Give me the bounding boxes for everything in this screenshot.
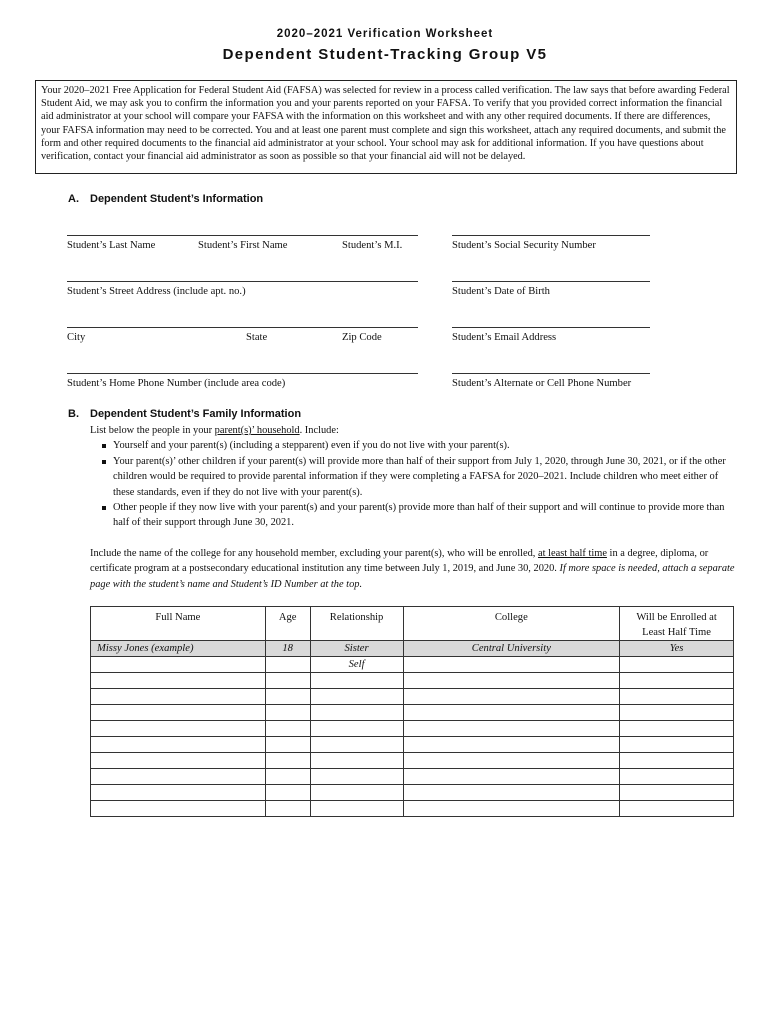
cell-name[interactable] (91, 689, 266, 705)
cell-enrolled[interactable] (620, 673, 734, 689)
cell-age[interactable] (265, 721, 310, 737)
cell-name[interactable] (91, 721, 266, 737)
cell-enrolled[interactable] (620, 785, 734, 801)
cell-relationship[interactable] (310, 753, 403, 769)
cell-name[interactable] (91, 673, 266, 689)
cell-enrolled[interactable] (620, 721, 734, 737)
cell-name[interactable] (91, 769, 266, 785)
section-b-letter: B. (68, 408, 79, 420)
form-title: Dependent Student-Tracking Group V5 (222, 46, 548, 63)
street-address-field-line[interactable] (67, 281, 418, 282)
table-header-row (91, 607, 734, 641)
cell-age[interactable] (265, 785, 310, 801)
name-field-line[interactable] (67, 235, 418, 236)
cell-enrolled[interactable] (620, 737, 734, 753)
cell-phone-field-line[interactable] (452, 373, 650, 374)
section-b-title: Dependent Student’s Family Information (90, 408, 302, 420)
cell-enrolled: Yes (620, 641, 734, 657)
table-row (91, 769, 734, 785)
cell-age[interactable] (265, 801, 310, 817)
col-header-enrolled: Will be Enrolled at Least Half Time (620, 607, 734, 641)
bullet-item: Yourself and your parent(s) (including a stepparent) even if you do not live with your parent(s). (100, 438, 735, 453)
half-time-underlined-term: at least half time (537, 548, 607, 559)
cell-college[interactable] (403, 721, 620, 737)
section-a-letter: A. (68, 193, 79, 205)
col-header-age: Age (265, 607, 310, 641)
cell-college[interactable] (403, 705, 620, 721)
table-row (91, 785, 734, 801)
cell-age: 18 (265, 641, 310, 657)
bullet-item: Other people if they now live with your parent(s) and your parent(s) provide more than half of their support and will continue to provide more than half of their support through June 30, 2021. (100, 500, 735, 531)
section-b-heading (68, 408, 301, 420)
cell-college[interactable] (403, 801, 620, 817)
city-state-zip-field-line[interactable] (67, 327, 418, 328)
table-row (91, 673, 734, 689)
first-name-label: Student’s First Name (198, 240, 288, 251)
cell-enrolled[interactable] (620, 801, 734, 817)
cell-relationship[interactable] (310, 737, 403, 753)
cell-relationship[interactable] (310, 689, 403, 705)
table-row (91, 705, 734, 721)
intro-text-box: Your 2020–2021 Free Application for Federal Student Aid (FAFSA) was selected for review in a process called verification. The law says that before awarding Federal Student Aid, we may ask you to confirm the information you and your parents reported on your FAFSA. To verify that you provided correct information the financial aid administrator at your school will compare your FAFSA with the information on this worksheet and with any other required documents. If there are differences, your FAFSA information may need to be corrected. You and at least one parent must complete and sign this worksheet, attach any required documents, and submit the form and other required documents to the financial aid administrator at your school. Your school may ask for additional information. If you have questions about verification, contact your financial aid administrator as soon as possible so that your financial aid will not be delayed. (35, 80, 737, 174)
cell-age[interactable] (265, 673, 310, 689)
ssn-label: Student’s Social Security Number (452, 240, 596, 251)
section-a-heading (68, 193, 263, 205)
cell-relationship[interactable] (310, 801, 403, 817)
cell-age[interactable] (265, 705, 310, 721)
ssn-field-line[interactable] (452, 235, 650, 236)
cell-name[interactable] (91, 657, 266, 673)
bullet-item: Your parent(s)’ other children if your parent(s) will provide more than half of their support from July 1, 2020, through June 30, 2021, or if the other children would be required to provide parental information if they were completing a FAFSA for 2020–2021. Include children who meet either of these standards, even if they do not live with your parent(s). (100, 454, 735, 500)
cell-age[interactable] (265, 657, 310, 673)
dob-field-line[interactable] (452, 281, 650, 282)
cell-name[interactable] (91, 737, 266, 753)
cell-relationship[interactable] (310, 673, 403, 689)
cell-relationship[interactable] (310, 769, 403, 785)
cell-college[interactable] (403, 737, 620, 753)
college-instructions: Include the name of the college for any household member, excluding your parent(s), who will be enrolled, at least half time in a degree, diploma, or certificate program at a postsecondary educational institution any time between July 1, 2019, and June 30, 2020. If more space is needed, attach a separate page with the student’s name and Student’s ID Number at the top. (90, 548, 735, 590)
cell-college[interactable] (403, 657, 620, 673)
street-address-label: Student’s Street Address (include apt. no.) (67, 286, 246, 297)
worksheet-year-title: 2020–2021 Verification Worksheet (276, 28, 494, 40)
home-phone-label: Student’s Home Phone Number (include area code) (67, 378, 286, 389)
state-label: State (246, 332, 268, 343)
cell-enrolled[interactable] (620, 705, 734, 721)
cell-name[interactable] (91, 801, 266, 817)
col-header-relationship: Relationship (310, 607, 403, 641)
cell-enrolled[interactable] (620, 753, 734, 769)
cell-college[interactable] (403, 673, 620, 689)
household-instructions (90, 423, 735, 531)
dob-label: Student’s Date of Birth (452, 286, 550, 297)
cell-age[interactable] (265, 689, 310, 705)
table-row (91, 721, 734, 737)
table-row-example (91, 641, 734, 657)
cell-relationship[interactable] (310, 721, 403, 737)
cell-enrolled[interactable] (620, 689, 734, 705)
city-label: City (67, 332, 86, 343)
cell-phone-label: Student’s Alternate or Cell Phone Number (452, 378, 632, 389)
table-row (91, 801, 734, 817)
cell-enrolled[interactable] (620, 657, 734, 673)
cell-name[interactable] (91, 705, 266, 721)
cell-college[interactable] (403, 769, 620, 785)
middle-initial-label: Student’s M.I. (342, 240, 403, 251)
cell-name: Missy Jones (example) (91, 641, 266, 657)
cell-name[interactable] (91, 753, 266, 769)
cell-name[interactable] (91, 785, 266, 801)
section-a-title: Dependent Student’s Information (90, 193, 264, 205)
table-row (91, 753, 734, 769)
cell-age[interactable] (265, 769, 310, 785)
col-header-college: College (403, 607, 620, 641)
zip-label: Zip Code (342, 332, 382, 343)
cell-enrolled[interactable] (620, 769, 734, 785)
household-underlined-term: parent(s)’ household (214, 425, 300, 436)
cell-college: Central University (403, 641, 620, 657)
household-table (90, 606, 734, 817)
cell-relationship: Sister (310, 641, 403, 657)
table-row (91, 737, 734, 753)
cell-relationship: Self (310, 657, 403, 673)
last-name-label: Student’s Last Name (67, 240, 156, 251)
cell-college[interactable] (403, 689, 620, 705)
extra-space-note: If more space is needed, attach a separate page with the student’s name and Student’s ID Number at the top. (90, 563, 735, 590)
cell-age[interactable] (265, 737, 310, 753)
email-label: Student’s Email Address (452, 332, 557, 343)
household-lead: List below the people in your parent(s)’ household. Include: (90, 425, 339, 436)
cell-college[interactable] (403, 785, 620, 801)
email-field-line[interactable] (452, 327, 650, 328)
cell-college[interactable] (403, 753, 620, 769)
household-bullet-list (90, 438, 735, 530)
col-header-full-name: Full Name (91, 607, 266, 641)
cell-relationship[interactable] (310, 785, 403, 801)
table-row (91, 657, 734, 673)
cell-age[interactable] (265, 753, 310, 769)
table-row (91, 689, 734, 705)
home-phone-field-line[interactable] (67, 373, 418, 374)
cell-relationship[interactable] (310, 705, 403, 721)
